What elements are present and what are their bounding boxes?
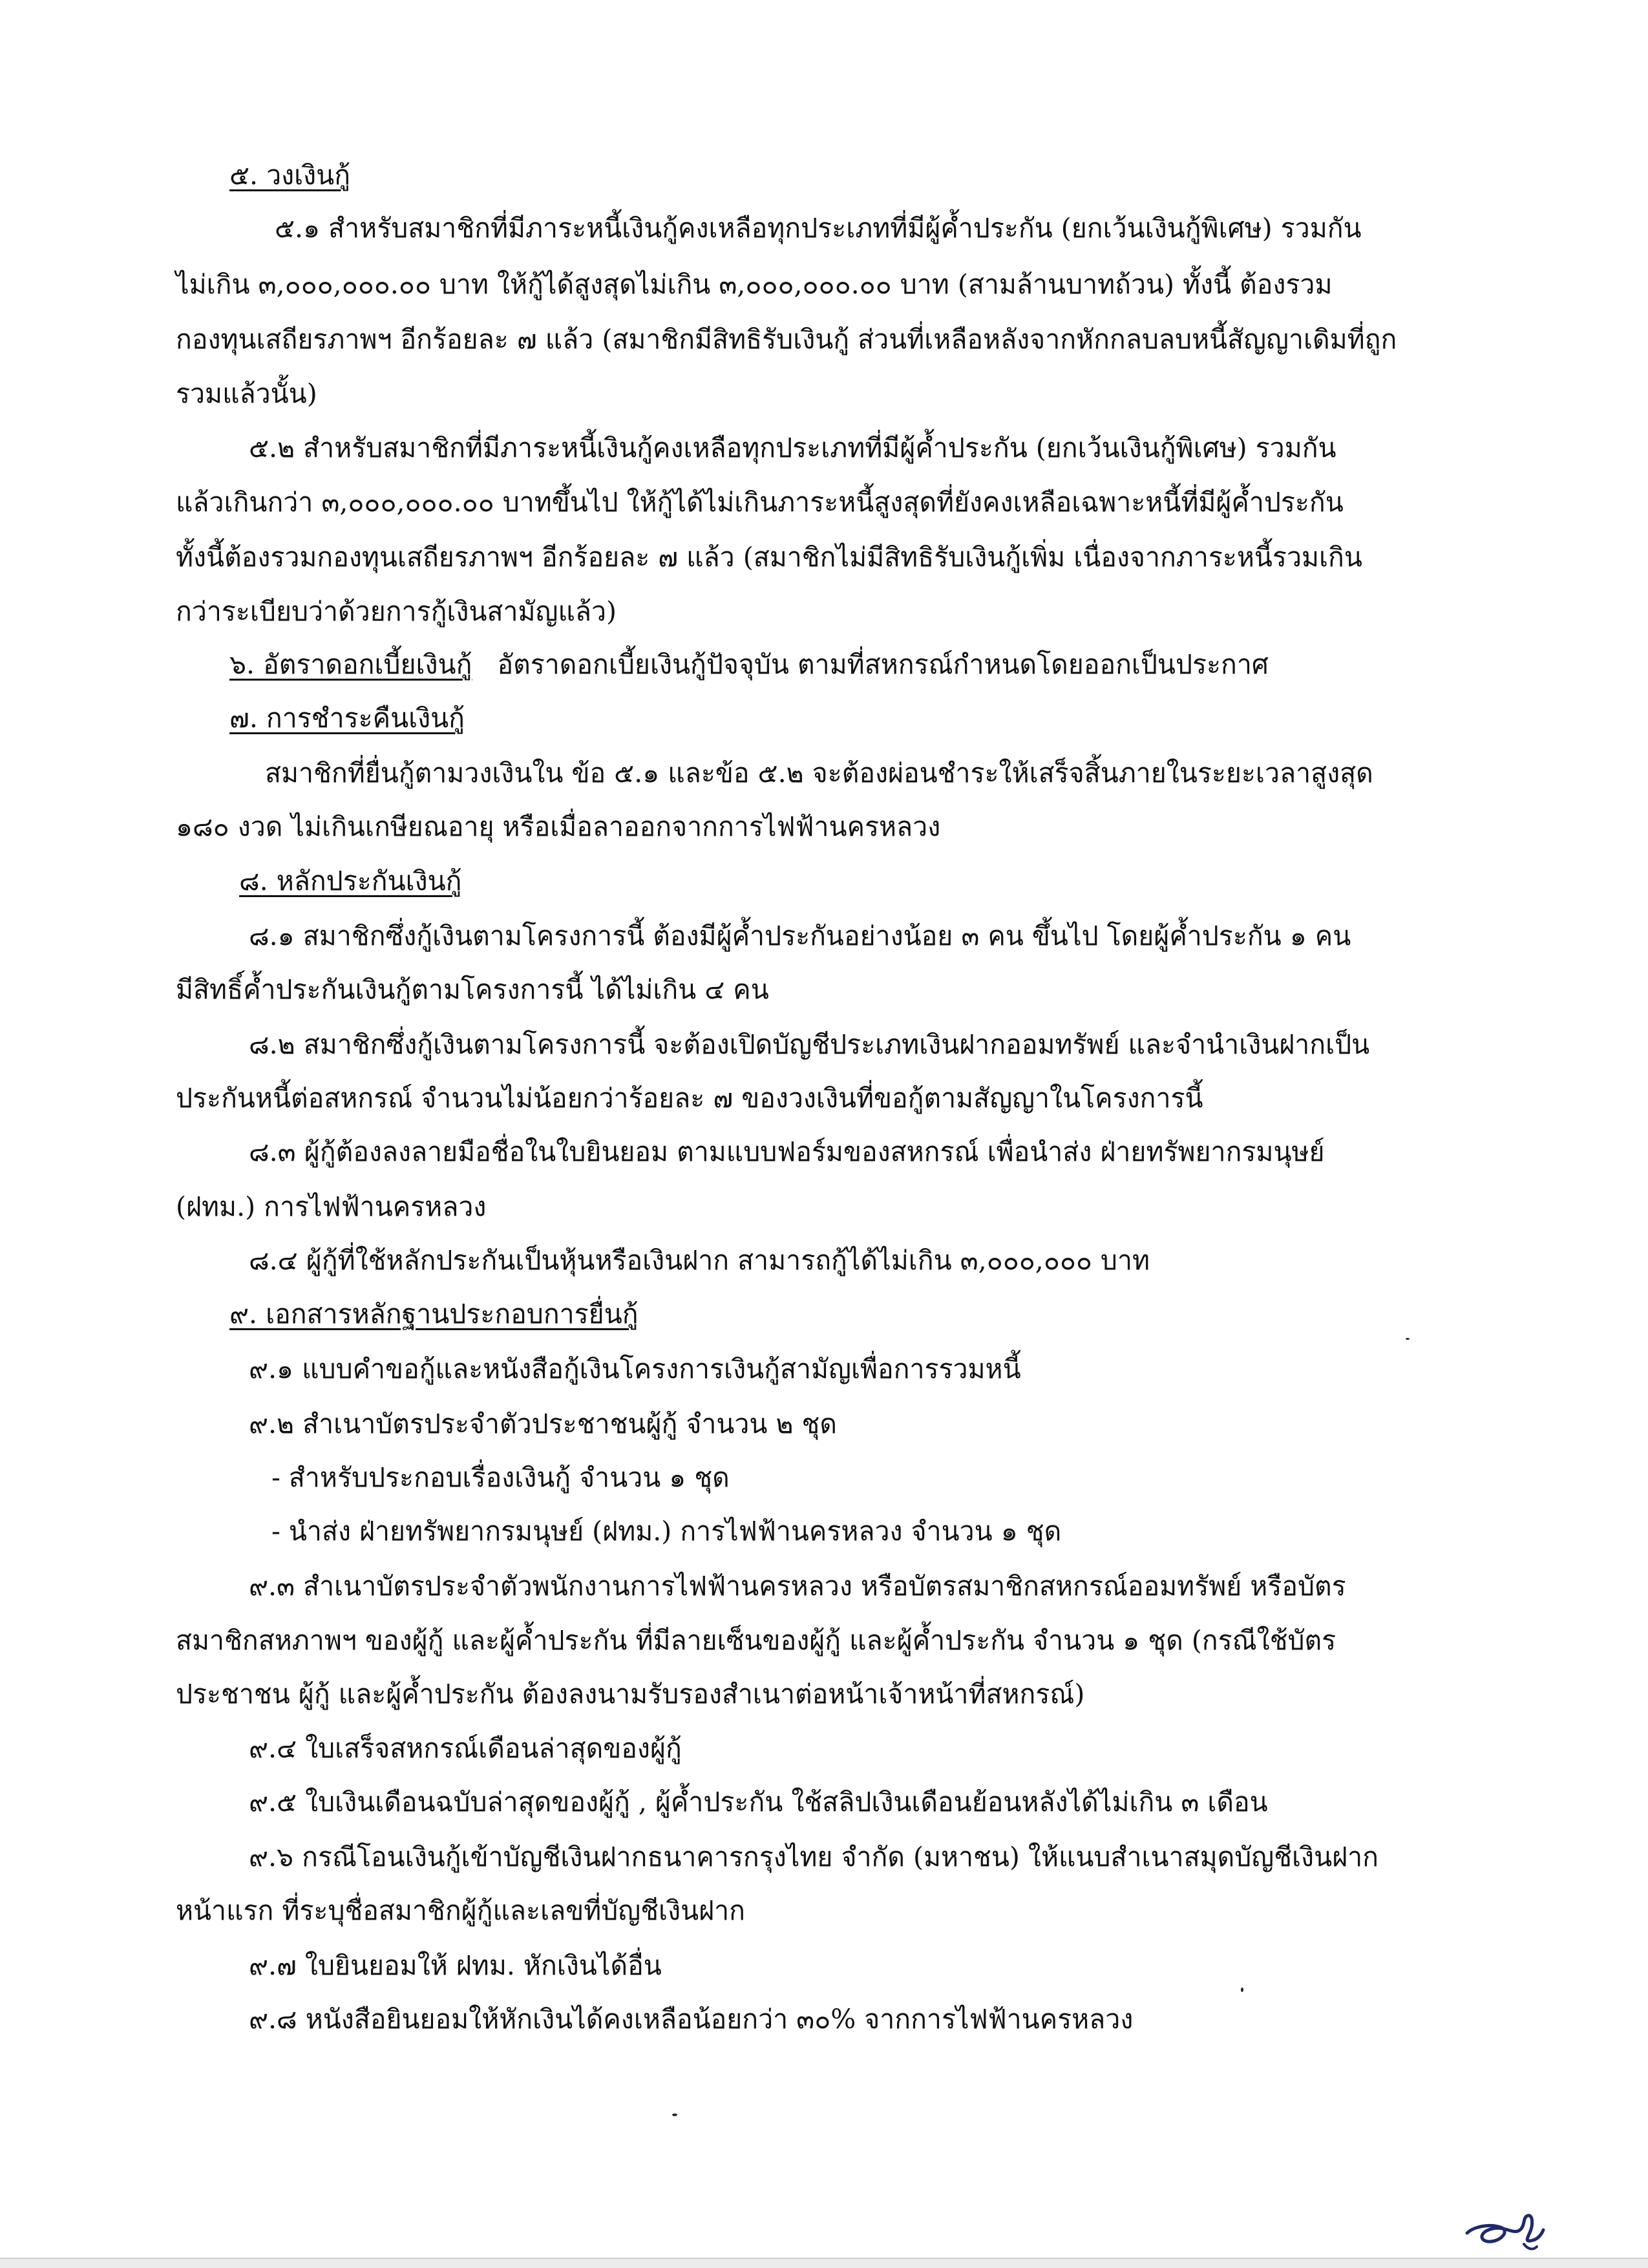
para-9-3-line-2: สมาชิกสหภาพฯ ของผู้กู้ และผู้ค้ำประกัน ที่มีลายเซ็นของผู้กู้ และผู้ค้ำประกัน จำนวน ๑ ชุด (กรณีใช้บัตร <box>176 1625 1336 1656</box>
para-5-2-line-2: แล้วเกินกว่า ๓,๐๐๐,๐๐๐.๐๐ บาทขึ้นไป ให้กู้ได้ไม่เกินภาระหนี้สูงสุดที่ยังคงเหลือเฉพาะหนี้ที่มีผู้ค้ำประกัน <box>176 487 1344 518</box>
para-8-1-line-2: มีสิทธิ์ค้ำประกันเงินกู้ตามโครงการนี้ ได้ไม่เกิน ๔ คน <box>176 974 769 1005</box>
para-9-8: ๙.๘ หนังสือยินยอมให้หักเงินได้คงเหลือน้อยกว่า ๓๐% จากการไฟฟ้านครหลวง <box>249 2004 1134 2035</box>
para-8-1-line-1: ๘.๑ สมาชิกซึ่งกู้เงินตามโครงการนี้ ต้องมีผู้ค้ำประกันอย่างน้อย ๓ คน ขึ้นไป โดยผู้ค้ำประกัน ๑ คน <box>249 920 1351 951</box>
para-8-3-line-2: (ฝทม.) การไฟฟ้านครหลวง <box>176 1191 487 1222</box>
section-7-line-1: สมาชิกที่ยื่นกู้ตามวงเงินใน ข้อ ๕.๑ และข้อ ๕.๒ จะต้องผ่อนชำระให้เสร็จสิ้นภายในระยะเวลาสูงสุด <box>265 758 1373 789</box>
para-5-1-line-1: ๕.๑ สำหรับสมาชิกที่มีภาระหนี้เงินกู้คงเหลือทุกประเภทที่มีผู้ค้ำประกัน (ยกเว้นเงินกู้พิเศษ) รวมกัน <box>275 213 1362 244</box>
para-5-2-line-1: ๕.๒ สำหรับสมาชิกที่มีภาระหนี้เงินกู้คงเหลือทุกประเภทที่มีผู้ค้ำประกัน (ยกเว้นเงินกู้พิเศษ) รวมกัน <box>249 432 1336 463</box>
scan-speck <box>672 2114 677 2116</box>
section-6-row <box>229 646 1269 683</box>
para-5-1-line-2: ไม่เกิน ๓,๐๐๐,๐๐๐.๐๐ บาท ให้กู้ได้สูงสุดไม่เกิน ๓,๐๐๐,๐๐๐.๐๐ บาท (สามล้านบาทถ้วน) ทั้งนี้ ต้องรวม <box>176 269 1333 300</box>
para-9-2: ๙.๒ สำเนาบัตรประจำตัวประชาชนผู้กู้ จำนวน ๒ ชุด <box>249 1408 837 1439</box>
para-9-3-line-3: ประชาชน ผู้กู้ และผู้ค้ำประกัน ต้องลงนามรับรองสำเนาต่อหน้าเจ้าหน้าที่สหกรณ์) <box>176 1679 1085 1710</box>
section-9-heading: ๙. เอกสารหลักฐานประกอบการยื่นกู้ <box>229 1298 639 1330</box>
section-7-heading: ๗. การชำระคืนเงินกู้ <box>229 703 465 734</box>
scan-speck <box>1241 1987 1243 1992</box>
para-8-4: ๘.๔ ผู้กู้ที่ใช้หลักประกันเป็นหุ้นหรือเงินฝาก สามารถกู้ได้ไม่เกิน ๓,๐๐๐,๐๐๐ บาท <box>249 1245 1150 1276</box>
handwritten-initials-signature <box>1461 2198 1558 2256</box>
para-9-2-bullet-1: - สำหรับประกอบเรื่องเงินกู้ จำนวน ๑ ชุด <box>271 1462 730 1493</box>
para-5-2-line-4: กว่าระเบียบว่าด้วยการกู้เงินสามัญแล้ว) <box>176 596 617 627</box>
para-9-1: ๙.๑ แบบคำขอกู้และหนังสือกู้เงินโครงการเงินกู้สามัญเพื่อการรวมหนี้ <box>249 1353 1021 1384</box>
section-8-heading: ๘. หลักประกันเงินกู้ <box>239 865 462 896</box>
para-9-7: ๙.๗ ใบยินยอมให้ ฝทม. หักเงินได้อื่น <box>249 1950 662 1981</box>
para-5-2-line-3: ทั้งนี้ต้องรวมกองทุนเสถียรภาพฯ อีกร้อยละ ๗ แล้ว (สมาชิกไม่มีสิทธิรับเงินกู้เพิ่ม เนื่องจากภาระหนี้รวมเกิน <box>176 542 1362 573</box>
para-9-2-bullet-2: - นำส่ง ฝ่ายทรัพยากรมนุษย์ (ฝทม.) การไฟฟ้านครหลวง จำนวน ๑ ชุด <box>271 1516 1062 1547</box>
para-5-1-line-4: รวมแล้วนั้น) <box>176 378 317 409</box>
para-9-3-line-1: ๙.๓ สำเนาบัตรประจำตัวพนักงานการไฟฟ้านครหลวง หรือบัตรสมาชิกสหกรณ์ออมทรัพย์ หรือบัตร <box>249 1571 1346 1602</box>
scan-speck <box>1406 1338 1410 1340</box>
section-7-line-2: ๑๘๐ งวด ไม่เกินเกษียณอายุ หรือเมื่อลาออกจากการไฟฟ้านครหลวง <box>176 811 941 842</box>
para-8-2-line-2: ประกันหนี้ต่อสหกรณ์ จำนวนไม่น้อยกว่าร้อยละ ๗ ของวงเงินที่ขอกู้ตามสัญญาในโครงการนี้ <box>176 1083 1203 1114</box>
section-6-text: อัตราดอกเบี้ยเงินกู้ปัจจุบัน ตามที่สหกรณ์กำหนดโดยออกเป็นประกาศ <box>497 649 1269 680</box>
scan-bottom-edge <box>0 2258 1648 2268</box>
section-5-heading: ๕. วงเงินกู้ <box>229 160 351 191</box>
para-9-6-line-1: ๙.๖ กรณีโอนเงินกู้เข้าบัญชีเงินฝากธนาคารกรุงไทย จำกัด (มหาชน) ให้แนบสำเนาสมุดบัญชีเงินฝาก <box>249 1841 1379 1872</box>
para-9-4: ๙.๔ ใบเสร็จสหกรณ์เดือนล่าสุดของผู้กู้ <box>249 1733 682 1764</box>
para-8-3-line-1: ๘.๓ ผู้กู้ต้องลงลายมือชื่อในใบยินยอม ตามแบบฟอร์มของสหกรณ์ เพื่อนำส่ง ฝ่ายทรัพยากรมนุษย์ <box>249 1136 1325 1167</box>
para-8-2-line-1: ๘.๒ สมาชิกซึ่งกู้เงินตามโครงการนี้ จะต้องเปิดบัญชีประเภทเงินฝากออมทรัพย์ และจำนำเงินฝากเป็น <box>249 1029 1370 1060</box>
para-9-6-line-2: หน้าแรก ที่ระบุชื่อสมาชิกผู้กู้และเลขที่บัญชีเงินฝาก <box>176 1895 745 1926</box>
para-5-1-line-3: กองทุนเสถียรภาพฯ อีกร้อยละ ๗ แล้ว (สมาชิกมีสิทธิรับเงินกู้ ส่วนที่เหลือหลังจากหักกลบลบหนี้สัญญาเดิมที่ถูก <box>176 324 1397 355</box>
section-6-heading: ๖. อัตราดอกเบี้ยเงินกู้ <box>229 649 472 680</box>
para-9-5: ๙.๕ ใบเงินเดือนฉบับล่าสุดของผู้กู้ , ผู้ค้ำประกัน ใช้สลิปเงินเดือนย้อนหลังได้ไม่เกิน ๓ เดือน <box>249 1786 1268 1818</box>
